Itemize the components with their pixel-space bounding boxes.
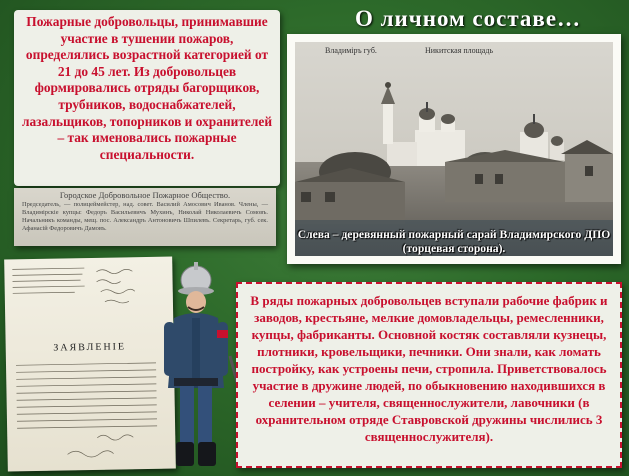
photo-illustration xyxy=(295,42,613,256)
historical-photo-frame xyxy=(287,34,621,264)
society-document-heading: Городское Добровольное Пожарное Общество. xyxy=(59,190,231,200)
intro-text-box: Пожарные добровольцы, принимавшие участие в тушении пожаров, определялись возрастной категорией от 21 до 45 лет. Из добровольцев формировались отряды багорщиков, трубников, водоснабжателей, лазальщиков, топорников и охранителей – так именовались пожарные специальности. xyxy=(14,10,280,186)
slide-title: О личном составе… xyxy=(354,6,582,31)
society-document-body: Председатель, — полицеймейстер, над. совет. Василий Амосович Иванов. Члены, — Владимірскіе купцы: Федоръ Васильевичъ Мухинъ, Николай Николаевичъ Сомовъ. Начальникъ команды, мещ. пос. Александръ Антоновичъ Шпилевъ. Секретарь, губ. сек. Афанасій Федоровичъ Дамовъ. xyxy=(22,201,268,232)
photo-label-right: Никитская площадь xyxy=(425,46,494,55)
photo-caption: Слева – деревянный пожарный сарай Владимирского ДПО (торцевая сторона). xyxy=(297,228,611,255)
detail-text-box: В ряды пожарных добровольцев вступали рабочие фабрик и заводов, крестьяне, мелкие домовладельцы, ремесленники, купцы, фабриканты. Основной костяк составляли кузнецы, плотники, кровельщики, печники. Они знали, как ломать постройку, как устроены печи, стропила. Приветствовалось участие в дружине людей, по обыкновению находившихся в селении – учителя, священнослужители, лавочники (в охранительном отряде Ставровской дружины числились 3 священнослужителя). xyxy=(236,282,622,468)
form-heading: ЗАЯВЛЕНІЕ xyxy=(53,341,127,354)
photo-label-left: Владимiръ губ. xyxy=(325,46,377,55)
firefighter-figure xyxy=(146,260,246,472)
historical-photo xyxy=(295,42,613,256)
society-document-image xyxy=(14,188,276,246)
